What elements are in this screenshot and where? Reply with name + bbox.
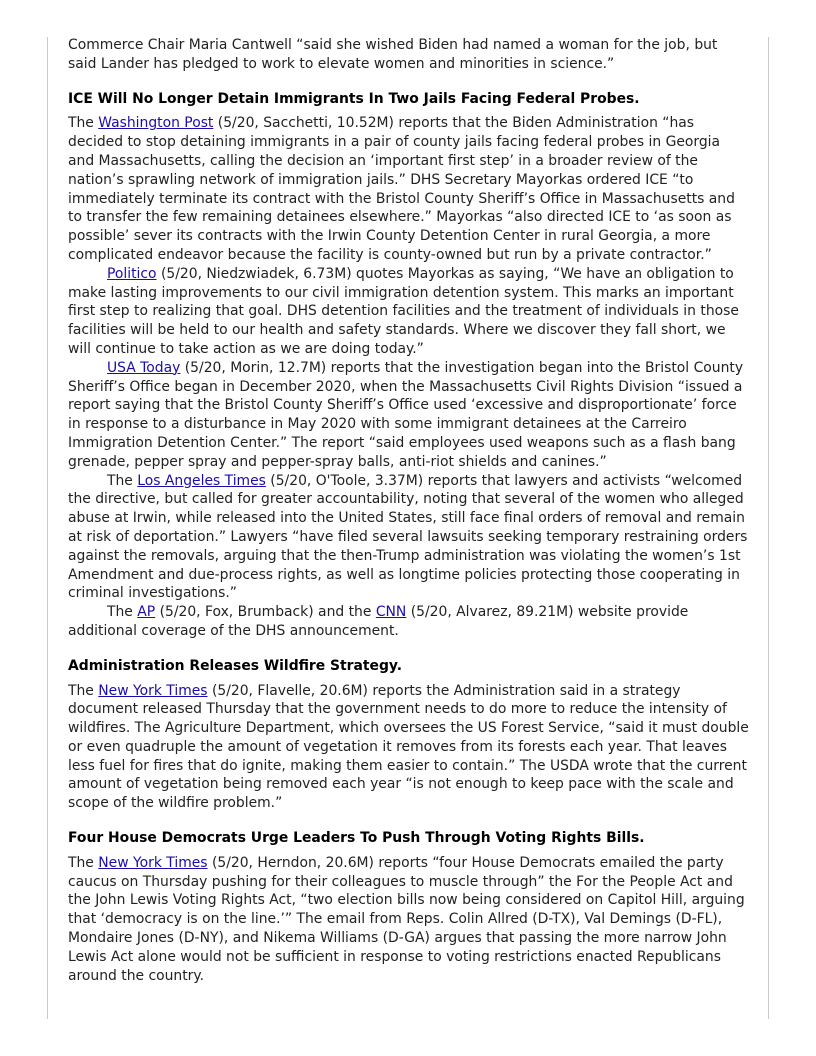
- ice-paragraph-4: The Los Angeles Times (5/20, O'Toole, 3.37M) reports that lawyers and activists “welcomed the directive, but called for greater accountability, noting that several of the women who alleged abuse at Irwin, while released into the United States, still face final orders of removal and remain at risk of deportation.” Lawyers “have filed several lawsuits seeking temporary restraining orders against the removals, arguing that the then-Trump administration was violating the women’s 1st Amendment and due-process rights, as well as longtime policies protecting those cooperating in criminal investigations.”: [68, 472, 748, 602]
- cnn-link[interactable]: CNN: [375, 604, 407, 621]
- ice-paragraph-3: USA Today (5/20, Morin, 12.7M) reports that the investigation began into the Bristol County Sheriff’s Office began in December 2020, when the Massachusetts Civil Rights Division “issued a report saying that the Bristol County Sheriff’s Office used ‘excessive and disproportionate’ force in response to a disturbance in May 2020 with some immigrant detainees at the Carreiro Immigration Detention Center.” The report “said employees used weapons such as a flash bang grenade, pepper spray and pepper-spray balls, anti-riot shields and canines.”: [68, 359, 744, 470]
- right-margin-rule: [768, 37, 769, 1019]
- voting-headline: Four House Democrats Urge Leaders To Push Through Voting Rights Bills.: [68, 830, 645, 847]
- ice-paragraph-2: Politico (5/20, Niedzwiadek, 6.73M) quotes Mayorkas as saying, “We have an obligation to make lasting improvements to our civil immigration detention system. This marks an important first step to realizing that goal. DHS detention facilities and the treatment of individuals in those facilities will be held to our health and safety standards. Where we discover they fall short, we will continue to take action as we are doing today.”: [68, 265, 739, 357]
- ap-link[interactable]: AP: [137, 604, 156, 621]
- voting-paragraph-1: The New York Times (5/20, Herndon, 20.6M) reports “four House Democrats emailed the party caucus on Thursday pushing for their colleagues to muscle through” the For the People Act and the John Lewis Voting Rights Act, “two election bills now being considered on Capitol Hill, arguing that ‘democracy is on the line.’” The email from Reps. Colin Allred (D-TX), Val Demings (D-FL), Mondaire Jones (D-NY), and Nikema Williams (D-GA) argues that passing the more narrow John Lewis Act alone would not be sufficient in response to voting restrictions enacted Republicans around the country.: [68, 854, 745, 984]
- ice-headline: ICE Will No Longer Detain Immigrants In Two Jails Facing Federal Probes.: [68, 90, 640, 107]
- article-body: [68, 36, 750, 985]
- los-angeles-times-link[interactable]: Los Angeles Times: [137, 472, 266, 489]
- wildfire-paragraph-1: The New York Times (5/20, Flavelle, 20.6M) reports the Administration said in a strategy document released Thursday that the government needs to do more to reduce the intensity of wildfires. The Agriculture Department, which oversees the US Forest Service, “said it must double or even quadruple the amount of vegetation it removes from its forests each year. That leaves less fuel for fires that do ignite, making them easier to contain.” The USDA wrote that the current amount of vegetation being removed each year “is not enough to keep pace with the scale and scope of the wildfire problem.”: [68, 682, 749, 812]
- politico-link[interactable]: Politico: [107, 265, 157, 282]
- ice-paragraph-1: The Washington Post (5/20, Sacchetti, 10.52M) reports that the Biden Administration “has decided to stop detaining immigrants in a pair of county jails facing federal probes in Georgia and Massachusetts, calling the decision an ‘important first step’ in a broader review of the nation’s sprawling network of immigration jails.” DHS Secretary Mayorkas ordered ICE “to immediately terminate its contract with the Bristol County Sheriff’s Office in Massachusetts and to transfer the few remaining detainees elsewhere.” Mayorkas “also directed ICE to ‘as soon as possible’ sever its contracts with the Irwin County Detention Center in rural Georgia, a more complicated endeavor because the facility is county-owned but run by a private contractor.”: [68, 115, 735, 263]
- wildfire-headline: Administration Releases Wildfire Strategy.: [68, 657, 402, 674]
- new-york-times-link[interactable]: New York Times: [98, 854, 208, 871]
- usa-today-link[interactable]: USA Today: [107, 359, 181, 376]
- left-margin-rule: [47, 37, 48, 1019]
- washington-post-link[interactable]: Washington Post: [98, 115, 214, 132]
- new-york-times-link[interactable]: New York Times: [98, 682, 208, 699]
- intro-paragraph: Commerce Chair Maria Cantwell “said she wished Biden had named a woman for the job, but said Lander has pledged to work to elevate women and minorities in science.”: [68, 37, 718, 72]
- ice-paragraph-5: The AP (5/20, Fox, Brumback) and the CNN (5/20, Alvarez, 89.21M) website provide additional coverage of the DHS announcement.: [68, 604, 689, 639]
